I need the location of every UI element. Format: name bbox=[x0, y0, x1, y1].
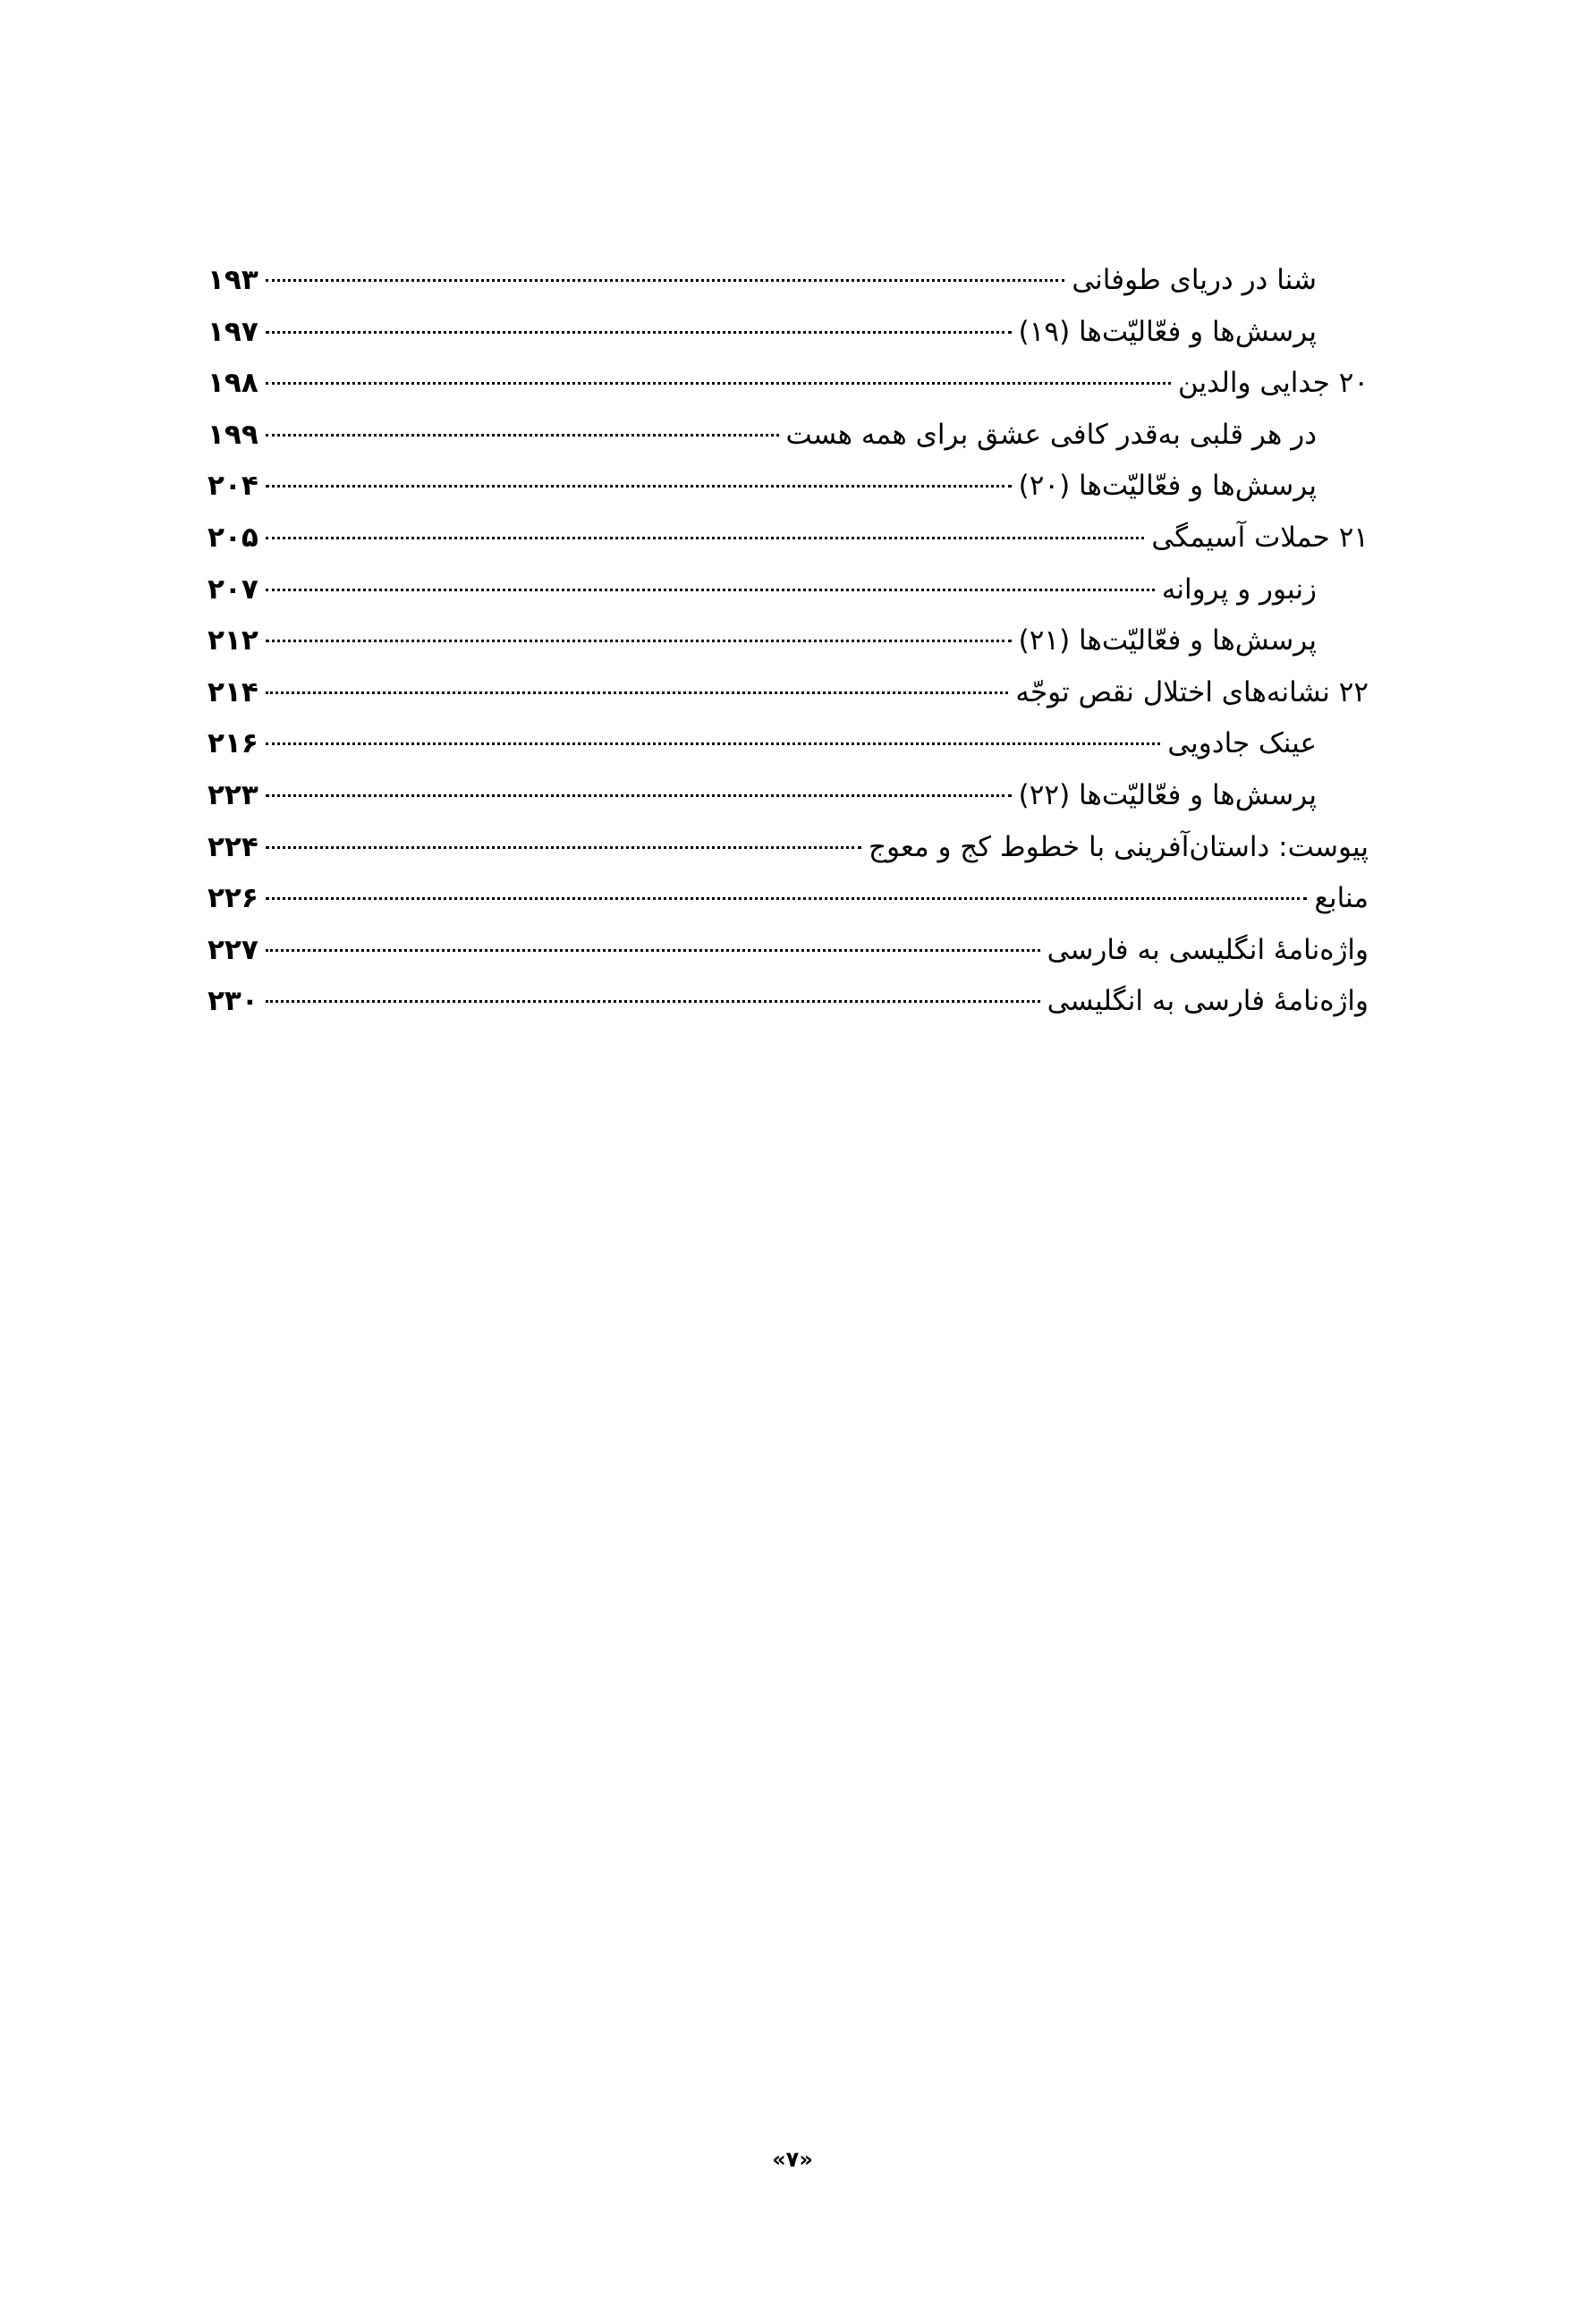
toc-entry-title: منابع bbox=[1314, 882, 1369, 915]
dot-leader bbox=[266, 949, 1040, 952]
toc-entry-title: ۲۱ حملات آسیمگی bbox=[1151, 521, 1369, 554]
toc-entry[interactable] bbox=[208, 615, 1369, 667]
toc-entry[interactable] bbox=[208, 770, 1369, 822]
dot-leader bbox=[266, 691, 1009, 694]
dot-leader bbox=[266, 742, 1161, 745]
toc-entry-title: پرسش‌ها و فعّالیّت‌ها (۲۲) bbox=[1018, 778, 1317, 811]
toc-entry-title: پیوست: داستان‌آفرینی با خطوط کج و معوج bbox=[869, 830, 1369, 863]
toc-entry-page: ۲۱۶ bbox=[208, 727, 259, 760]
toc-entry-page: ۲۲۷ bbox=[208, 933, 259, 966]
toc-entry-title: واژه‌نامۀ فارسی به انگلیسی bbox=[1047, 985, 1369, 1018]
toc-entry-page: ۲۱۴ bbox=[208, 675, 259, 708]
toc-entry[interactable] bbox=[208, 718, 1369, 770]
toc-entry[interactable] bbox=[208, 925, 1369, 977]
toc-entry[interactable] bbox=[208, 255, 1369, 307]
toc-entry[interactable] bbox=[208, 873, 1369, 925]
dot-leader bbox=[266, 537, 1145, 539]
toc-entry-page: ۲۲۳ bbox=[208, 778, 259, 811]
toc-entry-page: ۲۳۰ bbox=[208, 985, 259, 1018]
toc-entry[interactable] bbox=[208, 667, 1369, 719]
dot-leader bbox=[266, 794, 1012, 797]
dot-leader bbox=[266, 1000, 1040, 1003]
dot-leader bbox=[266, 846, 861, 849]
toc-entry[interactable] bbox=[208, 307, 1369, 359]
toc-entry-page: ۱۹۹ bbox=[208, 418, 259, 451]
toc-entry-page: ۲۱۲ bbox=[208, 624, 259, 657]
toc-entry-title: ۲۲ نشانه‌های اختلال نقص توجّه bbox=[1015, 675, 1369, 708]
table-of-contents bbox=[208, 255, 1369, 1028]
toc-entry[interactable] bbox=[208, 822, 1369, 874]
toc-entry[interactable] bbox=[208, 513, 1369, 564]
toc-entry-page: ۱۹۳ bbox=[208, 264, 259, 296]
toc-entry[interactable] bbox=[208, 976, 1369, 1028]
dot-leader bbox=[266, 897, 1308, 900]
toc-entry-title: پرسش‌ها و فعّالیّت‌ها (۱۹) bbox=[1018, 315, 1317, 348]
toc-entry-title: در هر قلبی به‌قدر کافی عشق برای همه هست bbox=[785, 418, 1317, 451]
toc-entry-title: عینک جادویی bbox=[1167, 727, 1317, 760]
toc-entry[interactable] bbox=[208, 410, 1369, 462]
toc-entry-title: شنا در دریای طوفانی bbox=[1072, 264, 1317, 296]
toc-entry-page: ۲۰۷ bbox=[208, 573, 259, 606]
dot-leader bbox=[266, 485, 1012, 488]
dot-leader bbox=[266, 589, 1155, 591]
dot-leader bbox=[266, 640, 1012, 642]
toc-entry-page: ۲۲۶ bbox=[208, 882, 259, 915]
dot-leader bbox=[266, 331, 1012, 334]
toc-entry-page: ۱۹۸ bbox=[208, 367, 259, 400]
toc-entry-title: زنبور و پروانه bbox=[1161, 573, 1317, 606]
toc-entry-title: پرسش‌ها و فعّالیّت‌ها (۲۱) bbox=[1018, 624, 1317, 657]
toc-entry[interactable] bbox=[208, 358, 1369, 410]
toc-entry[interactable] bbox=[208, 564, 1369, 616]
page-number: «۷» bbox=[772, 2147, 813, 2172]
dot-leader bbox=[266, 382, 1171, 385]
toc-entry-title: ۲۰ جدایی والدین bbox=[1177, 367, 1369, 400]
toc-entry-title: واژه‌نامۀ انگلیسی به فارسی bbox=[1047, 933, 1369, 966]
dot-leader bbox=[266, 434, 779, 437]
toc-entry-title: پرسش‌ها و فعّالیّت‌ها (۲۰) bbox=[1018, 470, 1317, 503]
toc-entry-page: ۲۰۴ bbox=[208, 470, 259, 503]
toc-entry[interactable] bbox=[208, 461, 1369, 513]
toc-entry-page: ۱۹۷ bbox=[208, 315, 259, 348]
toc-entry-page: ۲۲۴ bbox=[208, 830, 259, 863]
toc-entry-page: ۲۰۵ bbox=[208, 521, 259, 554]
dot-leader bbox=[266, 279, 1065, 282]
